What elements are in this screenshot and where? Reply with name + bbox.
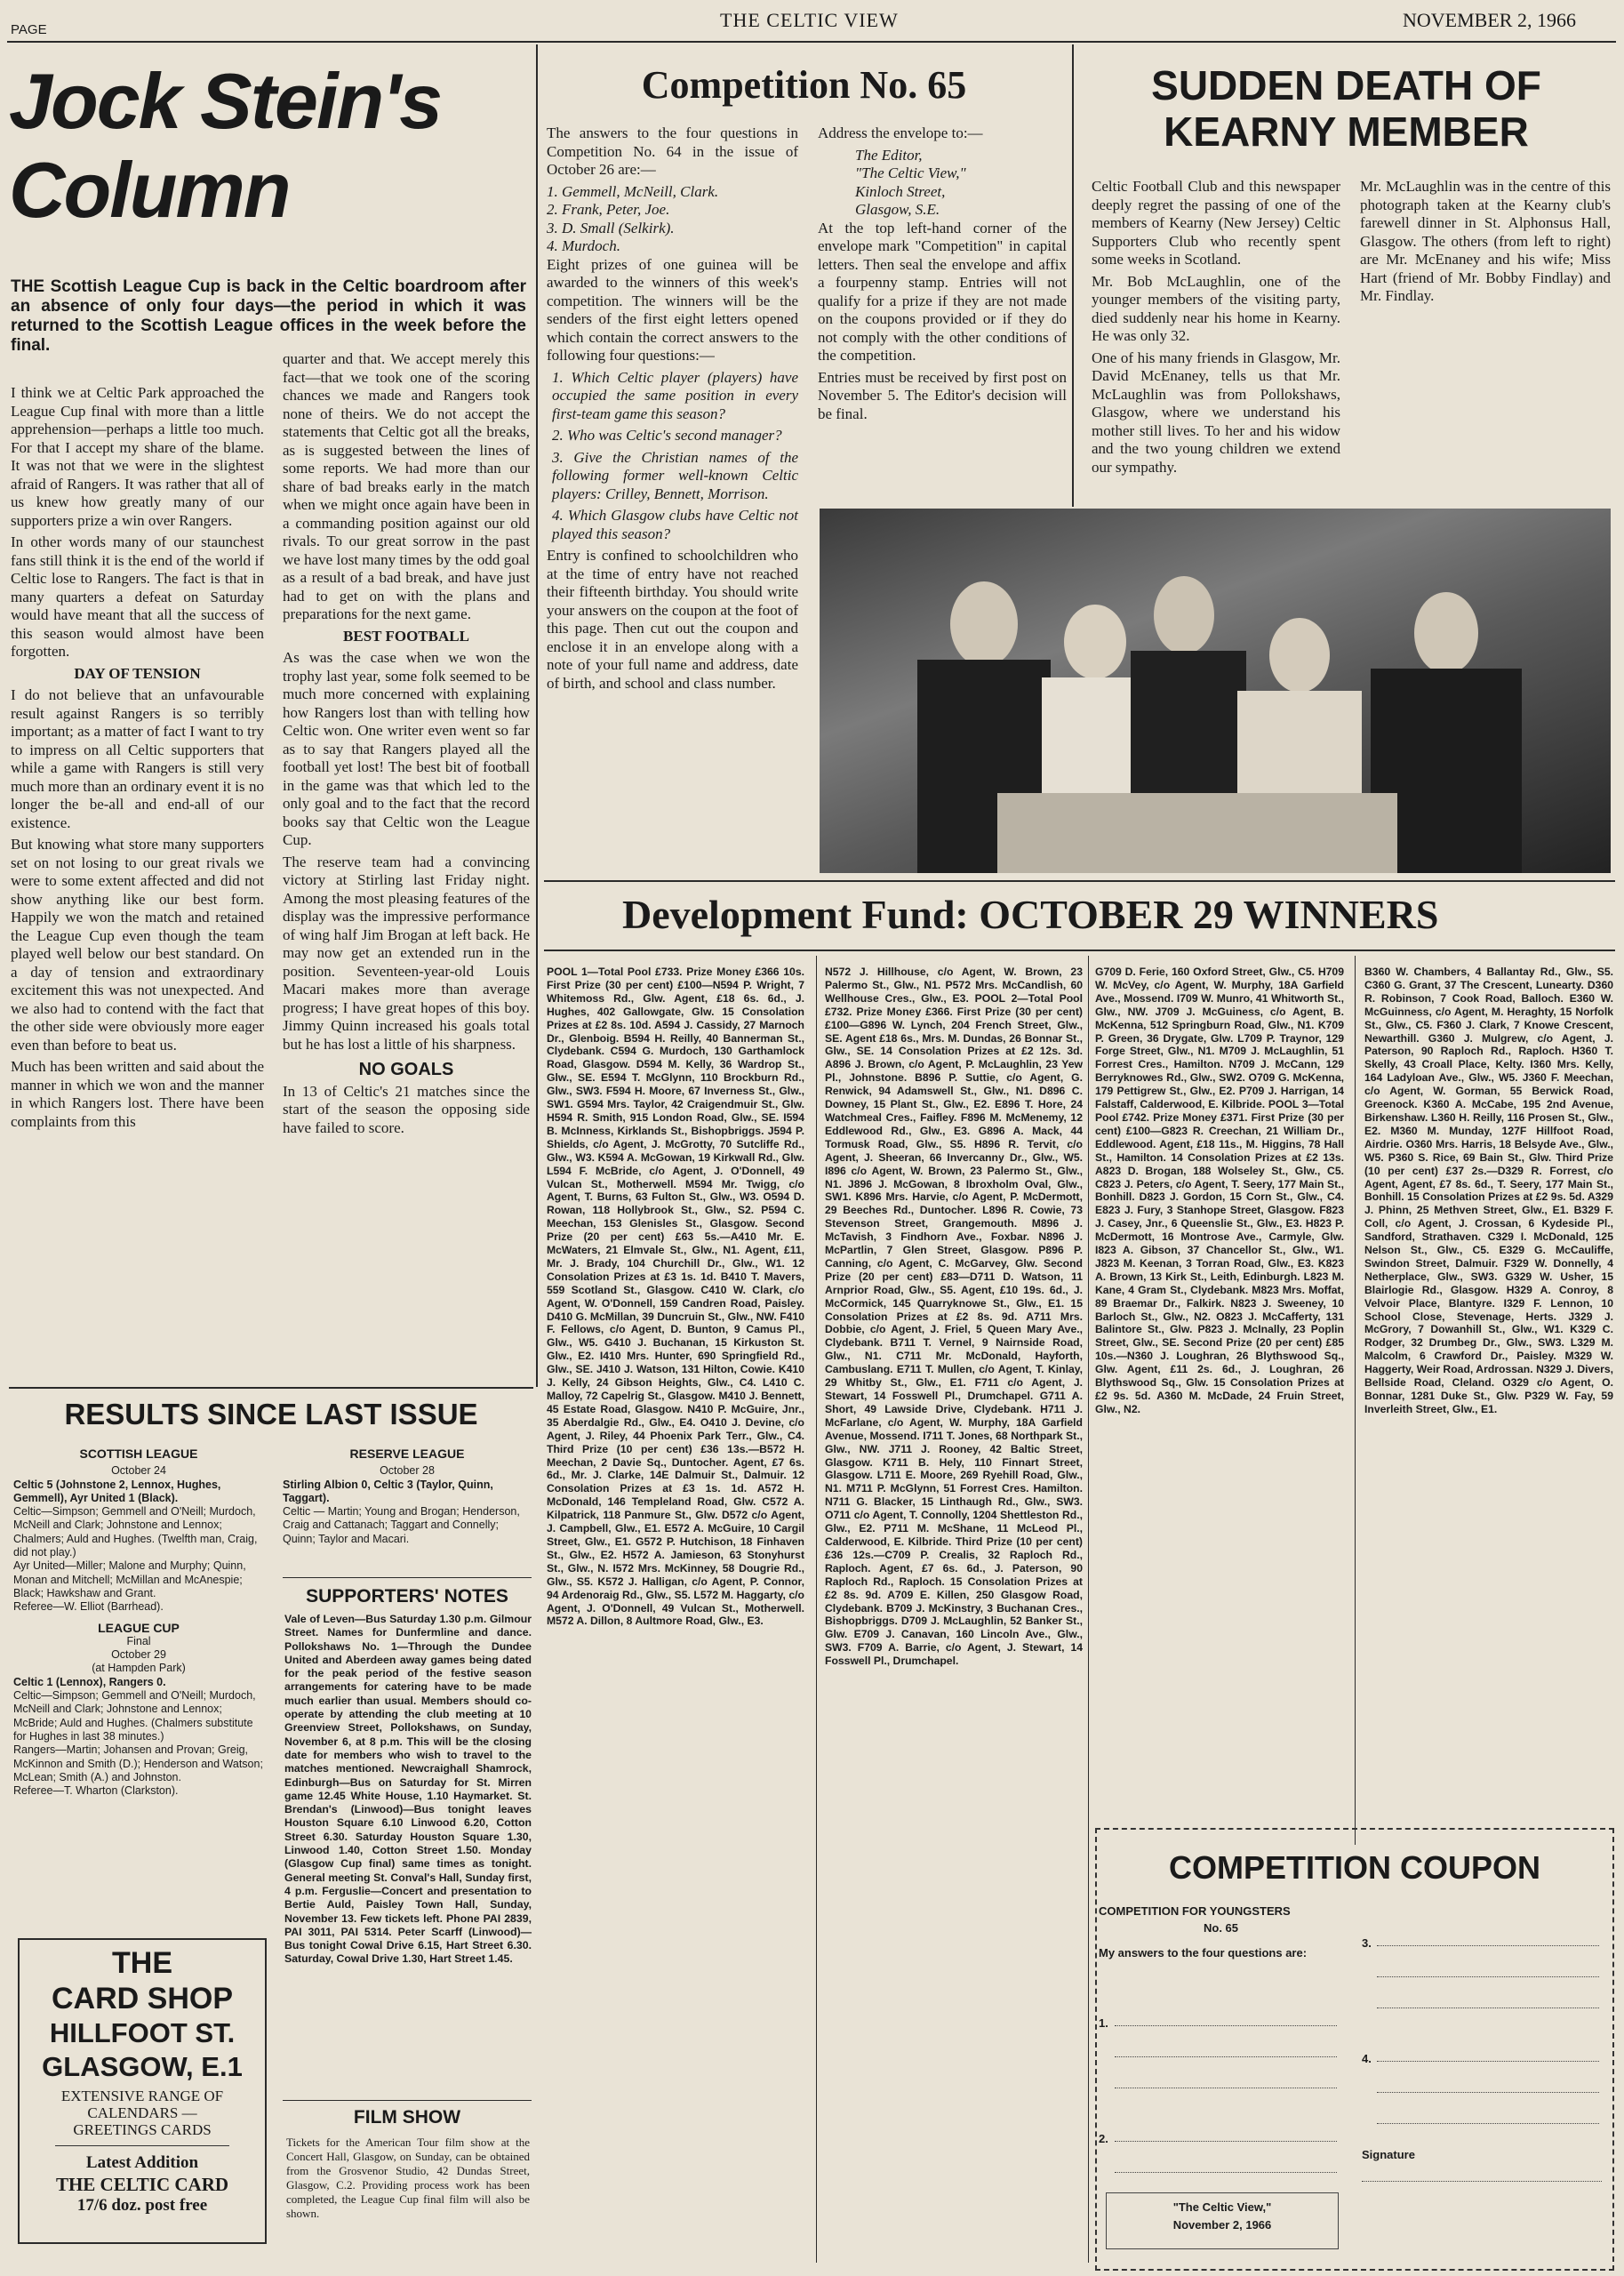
rl-score: Stirling Albion 0, Celtic 3 (Taylor, Quinn, Taggart).	[283, 1478, 493, 1504]
comp-question: 1. Which Celtic player (players) have occupied the same position in every first-team game this season?	[552, 368, 798, 422]
coupon-answer-line[interactable]	[1115, 2025, 1337, 2026]
jock-p5: Much has been written and said about the manner in which we won and the manner in which Rangers lost. There have been complaints from this	[11, 1058, 264, 1130]
comp-question: 4. Which Glasgow clubs have Celtic not played this season?	[552, 507, 798, 542]
card-l6: CALENDARS —	[87, 2104, 197, 2121]
lc-venue: (at Hampden Park)	[92, 1662, 186, 1675]
comp-intro: The answers to the four questions in Competition No. 64 in the issue of October 26 are:—	[547, 124, 798, 178]
supporters-notes-title: SUPPORTERS' NOTES	[306, 1586, 508, 1607]
comp-p1: Eight prizes of one guinea will be awarded to the winners of this week's competition. The winners will be the senders of the first eight letters opened which contain the correct answers to the following four questions:—	[547, 255, 798, 364]
jock-p1: I think we at Celtic Park approached the League Cup final with more than a little apprehension—perhaps a little too much. For that I accept my share of the blame. It was not that we were in the slightest afraid of Rangers. It was rather that all of us knew how greatly many of our supporters prize a win over Rangers.	[11, 384, 264, 529]
kearny-photo	[820, 509, 1611, 873]
results-col-b	[283, 1447, 532, 1546]
jock-p6: quarter and that. We accept merely this fact—that we took one of the scoring chances we made and Rangers took none of theirs. We do not accept the statements that Celtic got all the breaks, as is suggested between the lines of some reports. We had more than our share of bad breaks early in the match when we might once again have been in a commanding position against our old rivals. To our great sorrow in the past we have lost many times by the odd goal as a result of a bad break, and have just had to get on with the plans and preparations for the next game.	[283, 350, 530, 622]
lc-heading: LEAGUE CUP	[98, 1620, 180, 1635]
comp-p4: Entries must be received by first post on November 5. The Editor's decision will be final.	[818, 368, 1067, 422]
comp-addr-line: Glasgow, S.E.	[855, 201, 940, 218]
results-col-a	[13, 1447, 264, 1798]
card-l7: GREETINGS CARDS	[73, 2121, 212, 2138]
coupon-signature-label: Signature	[1362, 2148, 1415, 2161]
card-l5: EXTENSIVE RANGE OF	[60, 2088, 224, 2104]
comp-p3: At the top left-hand corner of the envelope mark "Competition" in capital letters. Then seal the envelope and affix a fourpenny stamp. Entries will not qualify for a prize if they are not made on the coupons provided or if they do not comply with the other conditions of the competition.	[818, 219, 1067, 364]
card-shop-ad	[18, 1938, 267, 2244]
coupon-answer-line[interactable]	[1377, 1945, 1599, 1946]
coupon-no: No. 65	[1204, 1921, 1239, 1935]
competition-title: Competition No. 65	[641, 63, 967, 107]
photo-figures	[820, 509, 1611, 873]
sl-celtic-team: Celtic—Simpson; Gemmell and O'Neill; Murdoch, McNeill and Clark; Johnstone and Lennox; Chalmers; Auld and Hughes. (Twelfth man, Craig, did not play.)	[13, 1505, 258, 1559]
rl-celtic-team: Celtic — Martin; Young and Brogan; Henderson, Craig and Cattanach; Taggart and Connelly; Quinn; Taylor and Macari.	[283, 1505, 520, 1545]
comp-p2: Entry is confined to schoolchildren who at the time of entry have not reached their fifteenth birthday. You should write your answers on the coupon at the foot of this page. Then cut out the coupon and enclose it in an envelope along with a note of your full name and address, date of birth, and school and class number.	[547, 547, 798, 692]
coupon-answer-line[interactable]	[1115, 2141, 1337, 2142]
dev-col-2: N572 J. Hillhouse, c/o Agent, W. Brown, 23 Palermo St., Glw., N1. P572 Mrs. McCandlish, 60 Wellhouse Cres., Glw., E3. POOL 2—Total Pool £732. Prize Money £366. First Prize (30 per cent) £100—G896 W. Lynch, 204 French Street, Glw., SE. Agent £18 6s., Mrs. M. Dundas, 26 Bonnar St., Glw., SE. 14 Consolation Prizes at £2 12s. 3d. A896 J. Brown, c/o Agent, P. McLaughlin, 23 Yew Pl., Johnstone. B896 P. Suttie, c/o Agent, G. Renwick, 94 Adamswell St., Glw., N1. D896 C. Downey, 15 Plant St., Glw., E2. E896 T. Hore, 24 Watchmeal Cres., Faifley. F896 M. McMenemy, 12 Eddlewood Rd., Glw., E3. G896 A. Mack, 44 Tormusk Road, Glw., S5. H896 R. Tervit, c/o Agent, J. Sheeran, 66 Invercanny Dr., Glw., W5. I896 c/o Agent, W. Brown, 23 Palermo St., Glw., N1. J896 J. McGowan, 8 Ibroxholm Oval, Glw., SW1. K896 Mrs. Harvie, c/o Agent, P. McDermott, 29 Beeches Rd., Duntocher. L896 R. Cowie, 73 Stevenson Street, Grangemouth. M896 J. McTavish, 3 Findhorn Ave., Foxbar. N896 J. McPartlin, 7 Glen Street, Glasgow. P896 P. Canning, c/o Agent, C. McGarvey, Glw. Second Prize (20 per cent) £83—D711 D. Watson, 11 Arnprior Road, Glw., S5. Agent, £10 19s. 6d., J. McCormick, 145 Quarryknowe St., Glw., E1. 15 Consolation Prizes at £2 8s. 9d. A711 Mrs. Dobbie, c/o Agent, J. Friel, 5 Queen Mary Ave., Clydebank. B711 T. Vernel, 9 Nairnside Road, Glw., N1. C711 Mr. McDonald, Hayforth, Cambuslang. E711 T. Mullen, c/o Agent, T. Kinlay, 29 Whitby St., Glw., E1. F711 c/o Agent, J. Stewart, 14 Fosswell Pl., Drumchapel. G711 A. Short, 49 Lawside Drive, Clydebank. H711 J. McFarlane, c/o Agent, W. Murphy, 18A Garfield Avenue, Mossend. I711 T. Jones, 68 Northpark St., Glw., NW. J711 J. Rooney, 42 Baltic Street, Glasgow. K711 B. Hely, 110 Finnart Street, Glasgow. L711 E. Moore, 269 Ryehill Road, Glw., N1. M711 P. McGlynn, 51 Forrest Cres. Hamilton. N711 G. Blacker, 15 Linthaugh Rd., Glw., SW3. O711 c/o Agent, T. Connolly, 1204 Shettleston Rd., Glw., E2. P711 M. McShane, 11 McLeod Pl., Calderwood, E. Kilbride. Third Prize (10 per cent) £36 12s.—C709 P. Crealis, 32 Raploch Rd., Raploch. Agent, £7 6s. 6d., J. Paterson, 90 Raploch Rd., Raploch. 15 Consolation Prizes at £2 8s. 9d. A709 E. Killen, 250 Glasgow Road, Clydebank. B709 J. McKinstry, 3 Buchanan Cres., Bishopbriggs. D709 J. McLaughlin, 52 Banker St., Glw. E709 J. Canavan, 160 Lincoln Ave., Glw., SW3. F709 A. Barrie, c/o Agent, J. Stewart, 14 Fosswell Pl., Drumchapel.	[825, 966, 1083, 1668]
kearny-col-b	[1360, 178, 1611, 309]
issue-date: NOVEMBER 2, 1966	[1403, 9, 1576, 31]
competition-coupon[interactable]	[1095, 1828, 1614, 2271]
rl-date: October 28	[380, 1464, 435, 1478]
dev-col-1: POOL 1—Total Pool £733. Prize Money £366 10s. First Prize (30 per cent) £100—N594 P. Wright, 7 Whitemoss Rd., Glw. Agent, £18 6s. 6d., J. Hughes, 402 Gallowgate, Glw. 15 Consolation Prizes at £2 8s. 10d. A594 J. Cassidy, 27 Marnoch Dr., Glenboig. B594 H. Reilly, 40 Bannerman St., Clydebank. C594 G. Murdoch, 130 Garthamlock Road, Glasgow. D594 M. Kelly, 36 Wardrop St., Glw., SE. E594 T. McGlynn, 110 Brockburn Rd., Glw., SW3. F594 H. Moore, 67 Inverness St., Glw., SW1. G594 Mrs. Taylor, 42 Craigendmuir St., Glw. H594 R. Smith, 915 London Road, Glw., SE. I594 B. McInness, Kirklands St., Bishopbriggs. J594 P. Shields, c/o Agent, J. McGrotty, 70 Sutcliffe Rd., Glw., W3. K594 A. McGowan, 19 Kirkwall Rd., Glw. L594 F. McBride, c/o Agent, J. O'Donnell, 49 Vulcan St., Motherwell. M594 Mr. Twigg, c/o Agent, T. Burns, 63 Fulton St., Glw., W3. O594 D. Rowan, 118 Hollybrook St., Glw., S2. P594 C. Meechan, 153 Glenisles St., Glasgow. Second Prize (20 per cent) £63 5s.—A410 Mr. E. McWaters, 21 Elmvale St., Glw., N1. Agent, £11, Mr. J. Brady, 104 Churchill Dr., Glw., W1. 12 Consolation Prizes at £3 1s. 1d. B410 T. Mavers, 559 Scotland St., Glasgow. C410 W. Clark, c/o Agent, W. O'Donnell, 159 Candren Road, Paisley. D410 G. McMillan, 39 Duncruin St., Glw., NW. F410 F. Fellows, c/o Agent, D. Bunton, 9 Camus Pl., Glw., W5. G410 J. Buchanan, 15 Kirkuston St. Glw., E2. I410 Mrs. Hunter, 690 Springfield Rd., Glw., SE. J410 J. Watson, 131 Hilton, Cowie. K410 J. Kelly, 24 Gibson Heights, Glw., C4. L410 C. Malloy, 72 Capelrig St., Glasgow. M410 J. Bennett, 45 Estate Road, Glasgow. N410 P. McGuire, Jnr., 35 Aberdalgie Rd., Glw., E4. O410 J. Devine, c/o Agent, J. Riley, 44 Phoenix Park Terr., Glw., C4. Third Prize (10 per cent) £36 13s.—B572 H. Meechan, 2 Davie Sq., Duntocher. Agent, £7 6s. 6d., Mr. J. Clarke, 14E Dalmuir St., Dalmuir. 12 Consolation Prizes at £3 1s. 1d. A572 H. McDonald, 146 Templeland Road, Glw. C572 A. Kilpatrick, 118 Panmure St., Glw. D572 c/o Agent, J. Campbell, Glw., E1. E572 A. McGuire, 10 Cargil Street, Glw., E1. G572 P. Hutchison, 18 Finhaven St., Glw., E2. H572 A. Jamieson, 63 Stonyhurst St., Glw., N. I572 Mrs. McKinney, 58 Dougrie Rd., Glw., S5. K572 J. Halligan, c/o Agent, P. Connor, 94 Ardenoraig Rd., Glw., S5. L572 M. Haggarty, c/o Agent, J. O'Donnell, 49 Vulcan St., Motherwell. M572 A. Dillon, 8 Aultmore Road, Glw., E3.	[547, 966, 804, 1628]
rl-heading: RESERVE LEAGUE	[349, 1447, 465, 1461]
coupon-answer-line[interactable]	[1377, 1976, 1599, 1977]
lc-score: Celtic 1 (Lennox), Rangers 0.	[13, 1675, 166, 1688]
lc-date: October 29	[111, 1648, 166, 1662]
card-l1: THE	[112, 1946, 172, 1980]
comp-col-a	[547, 124, 798, 696]
coupon-sub: COMPETITION FOR YOUNGSTERS	[1099, 1904, 1291, 1918]
coupon-answer-line[interactable]	[1377, 2123, 1599, 2124]
coupon-answer-line[interactable]	[1115, 2172, 1337, 2173]
jock-p3: I do not believe that an unfavourable result against Rangers is so terribly important; as a matter of fact I want to try to impress on all Celtic supporters that while a game with Rangers is still very much more than an ordinary event it is no longer the be-all and end-all of our existence.	[11, 686, 264, 831]
comp-answer: 3. D. Small (Selkirk).	[547, 219, 675, 236]
comp-answer: 2. Frank, Peter, Joe.	[547, 201, 670, 218]
kearny-p2: Mr. Bob McLaughlin, one of the younger members of the visiting party, died suddenly near his home in Kearny. He was only 32.	[1092, 272, 1340, 344]
jock-h2: BEST FOOTBALL	[343, 627, 469, 645]
kearny-p4: Mr. McLaughlin was in the centre of this photograph taken at the Kearny club's farewell dinner in St. Alphonsus Hall, Glasgow. The others (from left to right) are Mr. McEnaney and his wife; Miss Hart (friend of Mr. Bobby Findlay) and Mr. Findlay.	[1360, 178, 1611, 304]
kearny-title: SUDDEN DEATH OF KEARNY MEMBER	[1151, 62, 1541, 155]
jock-h1: DAY OF TENSION	[74, 664, 201, 682]
sl-referee: Referee—W. Elliot (Barrhead).	[13, 1600, 164, 1614]
page-label: PAGE	[11, 22, 47, 37]
coupon-foot-2: November 2, 1966	[1172, 2218, 1272, 2232]
comp-answer: 1. Gemmell, McNeill, Clark.	[547, 182, 719, 200]
comp-answer: 4. Murdoch.	[547, 237, 620, 254]
card-l3: HILLFOOT ST.	[49, 2017, 236, 2048]
coupon-title: COMPETITION COUPON	[1168, 1849, 1540, 1886]
coupon-answer-line[interactable]	[1115, 2056, 1337, 2057]
comp-answers	[547, 183, 798, 256]
lc-celtic-team: Celtic—Simpson; Gemmell and O'Neill; Murdoch, McNeill and Clark; Johnstone and Lennox; McBride; Auld and Hughes. (Chalmers substitute for Hughes in last 38 minutes.)	[13, 1689, 256, 1743]
lc-sub: Final	[126, 1634, 151, 1647]
sl-heading: SCOTTISH LEAGUE	[79, 1447, 198, 1461]
results-title: RESULTS SINCE LAST ISSUE	[64, 1398, 478, 1431]
jock-h3: NO GOALS	[358, 1060, 454, 1079]
jock-lead: THE Scottish League Cup is back in the Celtic boardroom after an absence of only four days—the period in which it was returned to the Scottish League offices in the week before the final.	[11, 277, 526, 355]
comp-col-b	[818, 124, 1067, 427]
jock-p8: The reserve team had a convincing victory at Stirling last Friday night. Among the most pleasing features of the display was the impressive performance of wing half Jim Brogan at left back. He may now get an extended run in the position. Seventeen-year-old Louis Macari makes more than average progress; I have great hopes of this boy. Jimmy Quinn increased his goals total but he has lost a little of his sharpness.	[283, 853, 530, 1053]
coupon-num-4: 4.	[1362, 2052, 1372, 2065]
dev-col-4: B360 W. Chambers, 4 Ballantay Rd., Glw., S5. C360 G. Grant, 37 The Crescent, Lunearty. D360 R. Robinson, 7 Cook Road, Balloch. E360 W. McGuinness, c/o Agent, M. Heraghty, 15 Norfolk St., Glw., C5. F360 J. Clark, 7 Knowe Crescent, Newarthill. G360 J. Mulgrew, c/o Agent, J. Paterson, 90 Raploch Rd., Raploch. H360 T. Skelly, 43 Croall Place, Kelty. I360 Mrs. Kelly, 164 Ladyloan Ave., Glw., W5. J360 F. Meechan, c/o Agent, W. Gorman, 55 Berwick Road, Greenock. K360 A. McCabe, 195 2nd Avenue, Birkenshaw. L360 H. Reilly, 116 Prosen St., Glw., E2. M360 M. Munday, 127F Hillfoot Road, Airdrie. O360 Mrs. Harris, 18 Belsyde Ave., Glw., W5. P360 S. Rice, 69 Bain St., Glw. Third Prize (10 per cent) £37 2s.—D329 R. Forrest, c/o Agent, Agent, £7 8s. 6d., T. Seery, 177 Main St., Bonhill. 15 Consolation Prizes at £2 9s. 5d. A329 J. Phinn, 25 Methven Street, Glw., E1. B329 F. Coll, c/o Agent, J. Crossan, 6 Kydeside Pl., Sandford, Strathaven. C329 I. McDonald, 125 Nelson St., Glw., C5. E329 G. McCauliffe, Swindon Street, Dalmuir. F329 W. Donnelly, 4 Netherplace, Glw., SW3. G329 W. Usher, 15 Blairlogie Rd., Glasgow. H329 A. Conroy, 8 Velvoir Place, Blantyre. I329 F. Lennon, 10 School Close, Stevenage, Herts. J329 J. McGrory, 7 Dowanhill St., Glw., W1. K329 C. Rodger, 32 Drumbeg Dr., Glw., SW3. L329 M. Malcolm, 6 Crawford Dr., Paisley. M329 W. Haggerty, Weir Road, Ardrossan. N329 J. Divers, Bellside Road, Cleland. O329 c/o Agent, O. Bonnar, 1281 Duke St., Glw. P329 W. Fay, 59 Inverleith Street, Glw., E1.	[1364, 966, 1613, 1415]
kearny-p3: One of his many friends in Glasgow, Mr. David McEnaney, tells us that Mr. McLaughlin was from Pollokshaws, Glasgow, where we understand his mother still lives. To her and his widow and the two young children we extend our sympathy.	[1092, 349, 1340, 476]
coupon-answer-line[interactable]	[1377, 2092, 1599, 2093]
card-l8: Latest Addition	[85, 2153, 199, 2172]
card-l2: CARD SHOP	[51, 1982, 234, 2016]
jock-p7: As was the case when we won the trophy last year, some folk seemed to be much more concerned with explaining how Rangers lost than with telling how Celtic won. One writer even went so far as to say that Rangers played all the football yet lost! The best bit of football in the game was that which led to the only goal and to the fact that the record books say that Celtic won the League Cup.	[283, 649, 530, 848]
jock-col-a	[11, 384, 264, 1134]
supporters-notes-text: Vale of Leven—Bus Saturday 1.30 p.m. Gilmour Street. Names for Dunfermline and dance. Pollokshaws No. 1—Through the Dundee United and Aberdeen away games being dated for the peak period of the festive season arrangements for catering have to be made much earlier than usual. Members should co-operate by attending the club meeting at 10 Greenview Street, Pollokshaws, on Sunday, November 6, at 8 p.m. This will be the closing date for members who wish to travel to the matches mentioned. Newcraighall Shamrock, Edinburgh—Bus on Saturday for St. Mirren game 12.45 White House, 1.10 Haymarket. St. Brendan's (Linwood)—Bus tonight leaves Houston Square 6.10 Linwood 6.20, Cotton Street 6.30. Saturday Houston Square 1.30, Linwood 1.40, Cotton Street 1.50. Monday (Glasgow Cup final) same times as tonight. General meeting St. Conval's Hall, Sunday first, 4 p.m. Ferguslie—Concert and presentation to Bertie Auld, Paisley Town Hall, Sunday, November 13. Few tickets left. Phone PAI 2839, PAI 3011, PAI 5314. Peter Scarff (Linwood)—Bus tonight Cowal Drive 6.15, Hart Street 6.30. Saturday, Cowal Drive 1.30, Hart Street 1.45.	[284, 1613, 532, 1966]
comp-addr-line: Kinloch Street,	[855, 182, 946, 200]
jock-p4: But knowing what store many supporters set on not losing to our great rivals we were to some extent affected and did not show anything like our best form. Happily we won the match and retained the League Cup even though the team played well below our best standard. On a day of tension and extraordinary excitement this was not unexpected. And we also had to contend with the fact that the other side were obviously more eager even than before to beat us.	[11, 836, 264, 1054]
jock-p9: In 13 of Celtic's 21 matches since the start of the season the opposing side have failed to score.	[283, 1082, 530, 1136]
dev-col-3: G709 D. Ferie, 160 Oxford Street, Glw., C5. H709 W. McVey, c/o Agent, W. Murphy, 18A Garfield Ave., Mossend. I709 W. Munro, 41 Whitworth St., Glw., NW. J709 J. McGuiness, c/o Agent, B. McKenna, 512 Springburn Road, Glw., N1. K709 P. Green, 36 Drygate, Glw. L709 P. Traynor, 129 Forge Street, Glw., N1. M709 J. McLaughlin, 51 Forrest Cres., Hamilton. N709 J. McCann, 129 Berryknowes Rd., Glw., SW2. O709 G. McKenna, 179 Pettigrew St., Glw., E2. P709 J. Harrigan, 14 Falstaff, Calderwood, E. Kilbride. POOL 3—Total Pool £742. Prize Money £371. First Prize (30 per cent) £100—G823 R. Creechan, 21 William Dr., Eddlewood. Agent, £18 11s., M. Higgins, 78 Hall St., Hamilton. 14 Consolation Prizes at £2 13s. A823 D. Brogan, 188 Wolseley St., Glw., C5. C823 J. Peters, c/o Agent, T. Seery, 177 Main St., Bonhill. D823 J. Gordon, 15 Corn St., Glw., C4. E823 J. Fury, 3 Stanhope Street, Glasgow. F823 J. Casey, Jnr., 6 Queenslie St., Glw., E3. H823 P. McDermott, 16 Montrose Ave., Carmyle, Glw. I823 A. Gibson, 37 Chancellor St., Glw., W1. J823 M. Keenan, 3 Torran Road, Glw., E3. K823 A. Brown, 13 Kirk St., Leith, Edinburgh. L823 M. Kane, 4 Gram St., Clydebank. M823 Mrs. Moffat, 89 Braemar Dr., Falkirk. N823 J. Sweeney, 10 Barloch St., Glw., N2. O823 J. McCafferty, 131 Balintore St., Glw. P823 J. McInally, 23 Poplin Street, Glw., SE. Second Prize (20 per cent) £85 10s.—N360 J. Loughran, 26 Blythswood Sq., Glw. Agent, £11 2s. 6d., J. Loughran, 26 Blythswood Sq., Glw. 15 Consolation Prizes at £2 9s. 5d. A360 M. McDade, 24 Fruin Street, Glw., N2.	[1095, 966, 1344, 1415]
coupon-num-1: 1.	[1099, 2016, 1108, 2030]
card-l10: 17/6 doz. post free	[76, 2196, 208, 2215]
jock-column-title: Jock Stein's Column	[9, 57, 442, 234]
jock-p2: In other words many of our staunchest fans still think it is the end of the world if Celtic lose to Rangers. The fact is that in many quarters a defeat on Saturday would have meant that all the success of this season would almost have been forgotten.	[11, 533, 264, 660]
coupon-answer-line[interactable]	[1377, 2061, 1599, 2062]
sl-score: Celtic 5 (Johnstone 2, Lennox, Hughes, Gemmell), Ayr United 1 (Black).	[13, 1478, 221, 1504]
sl-ayr-team: Ayr United—Miller; Malone and Murphy; Quinn, Monan and Mitchell; McMillan and McAnespie; Black; Hawkshaw and Grant.	[13, 1559, 246, 1599]
card-l4: GLASGOW, E.1	[42, 2051, 243, 2082]
lc-rangers-team: Rangers—Martin; Johansen and Provan; Greig, McKinnon and Smith (D.); Henderson and Watson; McLean; Smith (A.) and Johnston.	[13, 1743, 263, 1783]
paper-name: THE CELTIC VIEW	[720, 9, 899, 31]
lc-referee: Referee—T. Wharton (Clarkston).	[13, 1784, 179, 1798]
coupon-signature-line[interactable]	[1362, 2181, 1602, 2182]
coupon-num-3: 3.	[1362, 1936, 1372, 1950]
coupon-foot-1: "The Celtic View,"	[1172, 2200, 1272, 2214]
kearny-p1: Celtic Football Club and this newspaper deeply regret the passing of one of the members of Kearny (New Jersey) Celtic Supporters Club who recently spent some weeks in Scotland.	[1092, 178, 1340, 268]
comp-addr-line: The Editor,	[855, 146, 923, 164]
comp-addr-line: "The Celtic View,"	[855, 164, 966, 181]
coupon-answers-label: My answers to the four questions are:	[1099, 1946, 1308, 1959]
kearny-col-a	[1092, 178, 1340, 480]
card-l9: THE CELTIC CARD	[55, 2174, 229, 2195]
film-show-text: Tickets for the American Tour film show at the Concert Hall, Glasgow, on Sunday, can be obtained from the Grosvenor Studio, 42 Dundas Street, Glasgow, C.2. Providing process work has been completed, the League Cup final film will also be shown.	[286, 2136, 530, 2220]
comp-addr-intro: Address the envelope to:—	[818, 124, 983, 141]
jock-col-b	[283, 350, 530, 1141]
coupon-num-2: 2.	[1099, 2132, 1108, 2145]
dev-fund-title: Development Fund: OCTOBER 29 WINNERS	[622, 892, 1439, 937]
sl-date: October 24	[111, 1464, 166, 1478]
coupon-address-box	[1106, 2192, 1339, 2249]
comp-question: 2. Who was Celtic's second manager?	[552, 427, 782, 444]
film-show-title: FILM SHOW	[353, 2107, 461, 2128]
comp-question: 3. Give the Christian names of the following former well-known Celtic players: Crilley, Bennett, Morrison.	[552, 448, 798, 502]
